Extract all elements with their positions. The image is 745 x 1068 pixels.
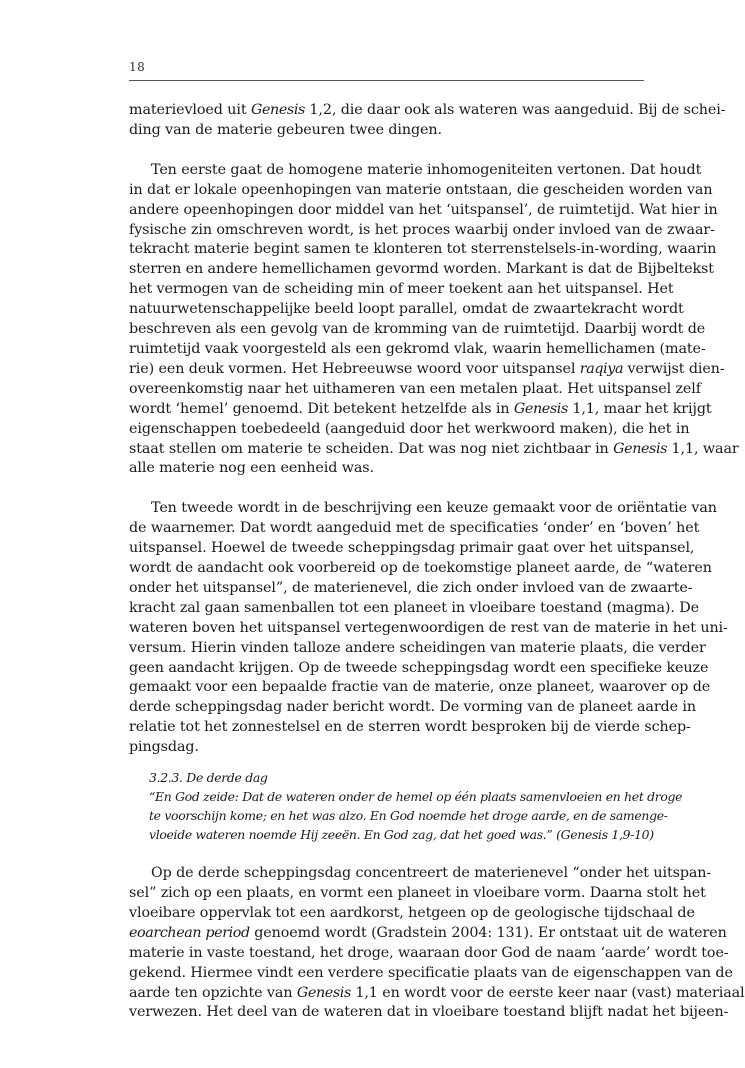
text-line: in dat er lokale opeenhopingen van materie ontstaan, die gescheiden worden van [129, 181, 713, 198]
text-line: verwezen. Het deel van de wateren dat in vloeibare toestand blijft nadat het bijeen- [129, 1004, 729, 1021]
text-line: gemaakt voor een bepaalde fractie van de materie, onze planeet, waarover op de [129, 679, 711, 696]
book-reference: Genesis [613, 440, 668, 457]
text-line: wordt ‘hemel’ genoemd. Dit betekent hetzelfde als in Genesis 1,1, maar het krijgt [129, 400, 712, 417]
text-line: aarde ten opzichte van Genesis 1,1 en wordt voor de eerste keer naar (vast) materiaal [129, 984, 745, 1001]
book-reference: Genesis [513, 400, 568, 417]
text-line: ruimtetijd vaak voorgesteld als een gekromd vlak, waarin hemellichamen (mate- [129, 340, 706, 357]
text-line: het vermogen van de scheiding min of meer toekent aan het uitspansel. Het [129, 281, 674, 298]
text-line: uitspansel. Hoewel de tweede scheppingsdag primair gaat over het uitspansel, [129, 540, 695, 557]
paragraph-2 [129, 161, 739, 480]
text-line: ding van de materie gebeuren twee dingen. [129, 121, 442, 138]
text-line: beschreven als een gevolg van de kromming van de ruimtetijd. Daarbij wordt de [129, 321, 706, 338]
text-line: fysische zin omschreven wordt, is het proces waarbij onder invloed van de zwaar- [129, 221, 715, 238]
text-line: vloeibare oppervlak tot een aardkorst, hetgeen op de geologische tijdschaal de [129, 904, 695, 921]
text-line: relatie tot het zonnestelsel en de sterren wordt besproken bij de vierde schep- [129, 719, 691, 736]
text-line: eoarchean period genoemd wordt (Gradstein 2004: 131). Er ontstaat uit de wateren [129, 924, 727, 941]
paragraph-4 [129, 864, 745, 1023]
quote-line: “En God zeide: Dat de wateren onder de hemel op één plaats samenvloeien en het droge [149, 789, 683, 805]
text-line: kracht zal gaan samenballen tot een planeet in vloeibare toestand (magma). De [129, 599, 699, 616]
text-line: sel” zich op een plaats, en vormt een planeet in vloeibare vorm. Daarna stolt het [129, 885, 706, 901]
book-reference: Genesis [250, 102, 305, 118]
text-line: natuurwetenschappelijke beeld loopt parallel, omdat de zwaartekracht wordt [129, 301, 684, 318]
text-line: de waarnemer. Dat wordt aangeduid met de specificaties ‘onder’ en ‘boven’ het [129, 520, 700, 537]
text-line: Ten tweede wordt in de beschrijving een keuze gemaakt voor de oriëntatie van [151, 500, 717, 517]
book-reference: Genesis [296, 984, 351, 1001]
text-line: alle materie nog een eenheid was. [129, 460, 374, 477]
text-line: Op de derde scheppingsdag concentreert de materienevel “onder het uitspan- [151, 865, 712, 882]
text-line: materie in vaste toestand, het droge, waaraan door God de naam ‘aarde’ wordt toe- [129, 944, 729, 961]
hebrew-term: raqiya [579, 360, 624, 377]
text-line: versum. Hierin vinden talloze andere scheidingen van materie plaats, die verder [129, 639, 706, 656]
page-number: 18 [129, 60, 146, 74]
text-line: materievloed uit Genesis 1,2, die daar ook als wateren was aangeduid. Bij de schei- [129, 102, 726, 118]
paragraph-3 [129, 499, 728, 758]
paragraph-1 [129, 101, 726, 141]
page-body [129, 101, 745, 1023]
text-line: wateren boven het uitspansel vertegenwoordigen de rest van de materie in het uni- [129, 619, 728, 636]
text-line: pingsdag. [129, 739, 199, 756]
text-line: andere opeenhopingen door middel van het ‘uitspansel’, de ruimtetijd. Wat hier in [129, 201, 718, 218]
text-line: rie) een deuk vormen. Het Hebreeuwse woord voor uitspansel raqiya verwijst dien- [129, 360, 725, 377]
text-line: staat stellen om materie te scheiden. Dat was nog niet zichtbaar in Genesis 1,1, waar [129, 440, 739, 457]
header-rule [129, 80, 644, 81]
section-3-2-3 [149, 768, 683, 844]
geologic-term: eoarchean period [129, 924, 250, 941]
text-line: onder het uitspansel”, de materienevel, die zich onder invloed van de zwaarte- [129, 579, 693, 596]
text-line: geen aandacht krijgen. Op de tweede scheppingsdag wordt een specifieke keuze [129, 659, 709, 676]
text-line: Ten eerste gaat de homogene materie inhomogeniteiten vertonen. Dat houdt [151, 161, 702, 178]
text-line: wordt de aandacht ook voorbereid op de toekomstige planeet aarde, de “wateren [129, 560, 712, 577]
text-line: sterren en andere hemellichamen gevormd worden. Markant is dat de Bijbeltekst [129, 261, 714, 278]
text-line: overeenkomstig naar het uithameren van een metalen plaat. Het uitspansel zelf [129, 380, 701, 397]
text-line: gekend. Hiermee vindt een verdere specificatie plaats van de eigenschappen van de [129, 964, 733, 981]
text-line: eigenschappen toebedeeld (aangeduid door het werkwoord maken), die het in [129, 420, 690, 437]
quote-line: te voorschijn kome; en het was alzo. En God noemde het droge aarde, en de samenge- [149, 808, 668, 824]
quote-line: vloeide wateren noemde Hij zeeën. En God zag, dat het goed was.” (Genesis 1,9-10) [149, 827, 654, 843]
section-heading: 3.2.3. De derde dag [149, 770, 268, 786]
text-line: derde scheppingsdag nader bericht wordt. De vorming van de planeet aarde in [129, 699, 696, 716]
text-line: tekracht materie begint samen te klonteren tot sterrenstelsels-in-wording, waarin [129, 241, 717, 258]
